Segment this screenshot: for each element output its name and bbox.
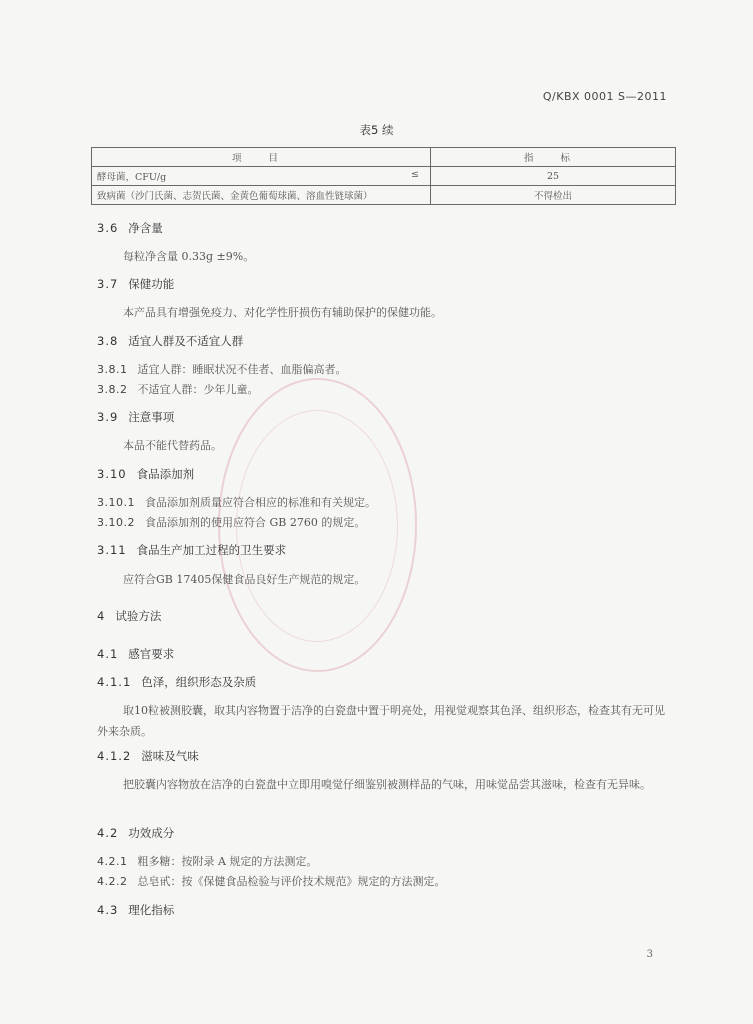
section-heading: 4.1.2 滋味及气味 [97,749,199,763]
table-row [92,186,676,205]
section-heading: 3.9 注意事项 [97,410,175,424]
table-header-indicator: 指 标 [431,148,676,167]
section-heading: 3.7 保健功能 [97,277,175,291]
section-heading: 4.3 理化指标 [97,903,175,917]
row-symbol: ≤ [411,169,419,180]
list-item: 4.2.2 总皂甙：按《保健食品检验与评价技术规范》规定的方法测定。 [97,875,446,888]
table-row [92,167,676,186]
table-header-row [92,148,676,167]
section-text: 应符合GB 17405保健食品良好生产规范的规定。 [123,573,366,586]
list-item: 3.10.1 食品添加剂质量应符合相应的标准和有关规定。 [97,496,376,509]
section-heading: 4.2 功效成分 [97,826,175,840]
standard-code: Q/KBX 0001 S—2011 [542,90,667,103]
list-item: 4.2.1 粗多糖：按附录 A 规定的方法测定。 [97,855,318,868]
table-header-item: 项 目 [92,148,431,167]
table-caption: 表5 续 [359,123,394,137]
section-heading: 3.6 净含量 [97,221,163,235]
row-name: 酵母菌，CFU/g [97,172,167,183]
section-text: 取10粒被测胶囊，取其内容物置于洁净的白瓷盘中置于明亮处，用视觉观察其色泽、组织形态，检查其有无可见外来杂质。 [97,704,665,738]
row-value: 25 [431,167,676,186]
list-item: 3.8.2 不适宜人群：少年儿童。 [97,383,259,396]
section-text: 本产品具有增强免疫力、对化学性肝损伤有辅助保护的保健功能。 [123,306,442,319]
section-heading: 3.8 适宜人群及不适宜人群 [97,334,244,348]
row-name: 致病菌（沙门氏菌、志贺氏菌、金黄色葡萄球菌、溶血性链球菌） [97,191,373,202]
spec-table [91,147,676,205]
section-heading: 4.1 感官要求 [97,647,175,661]
page-number: 3 [646,949,653,960]
section-heading: 4.1.1 色泽，组织形态及杂质 [97,675,257,689]
section-heading: 3.10 食品添加剂 [97,467,195,481]
row-value: 不得检出 [431,186,676,205]
list-item: 3.10.2 食品添加剂的使用应符合 GB 2760 的规定。 [97,516,366,529]
section-text: 每粒净含量 0.33g ±9%。 [123,250,255,263]
list-item: 3.8.1 适宜人群：睡眠状况不佳者、血脂偏高者。 [97,363,347,376]
section-text: 本品不能代替药品。 [123,439,222,452]
section-heading: 4 试验方法 [97,609,162,623]
section-heading: 3.11 食品生产加工过程的卫生要求 [97,543,287,557]
section-text: 把胶囊内容物放在洁净的白瓷盘中立即用嗅觉仔细鉴别被测样品的气味，用味觉品尝其滋味，检查有无异味。 [123,778,651,791]
